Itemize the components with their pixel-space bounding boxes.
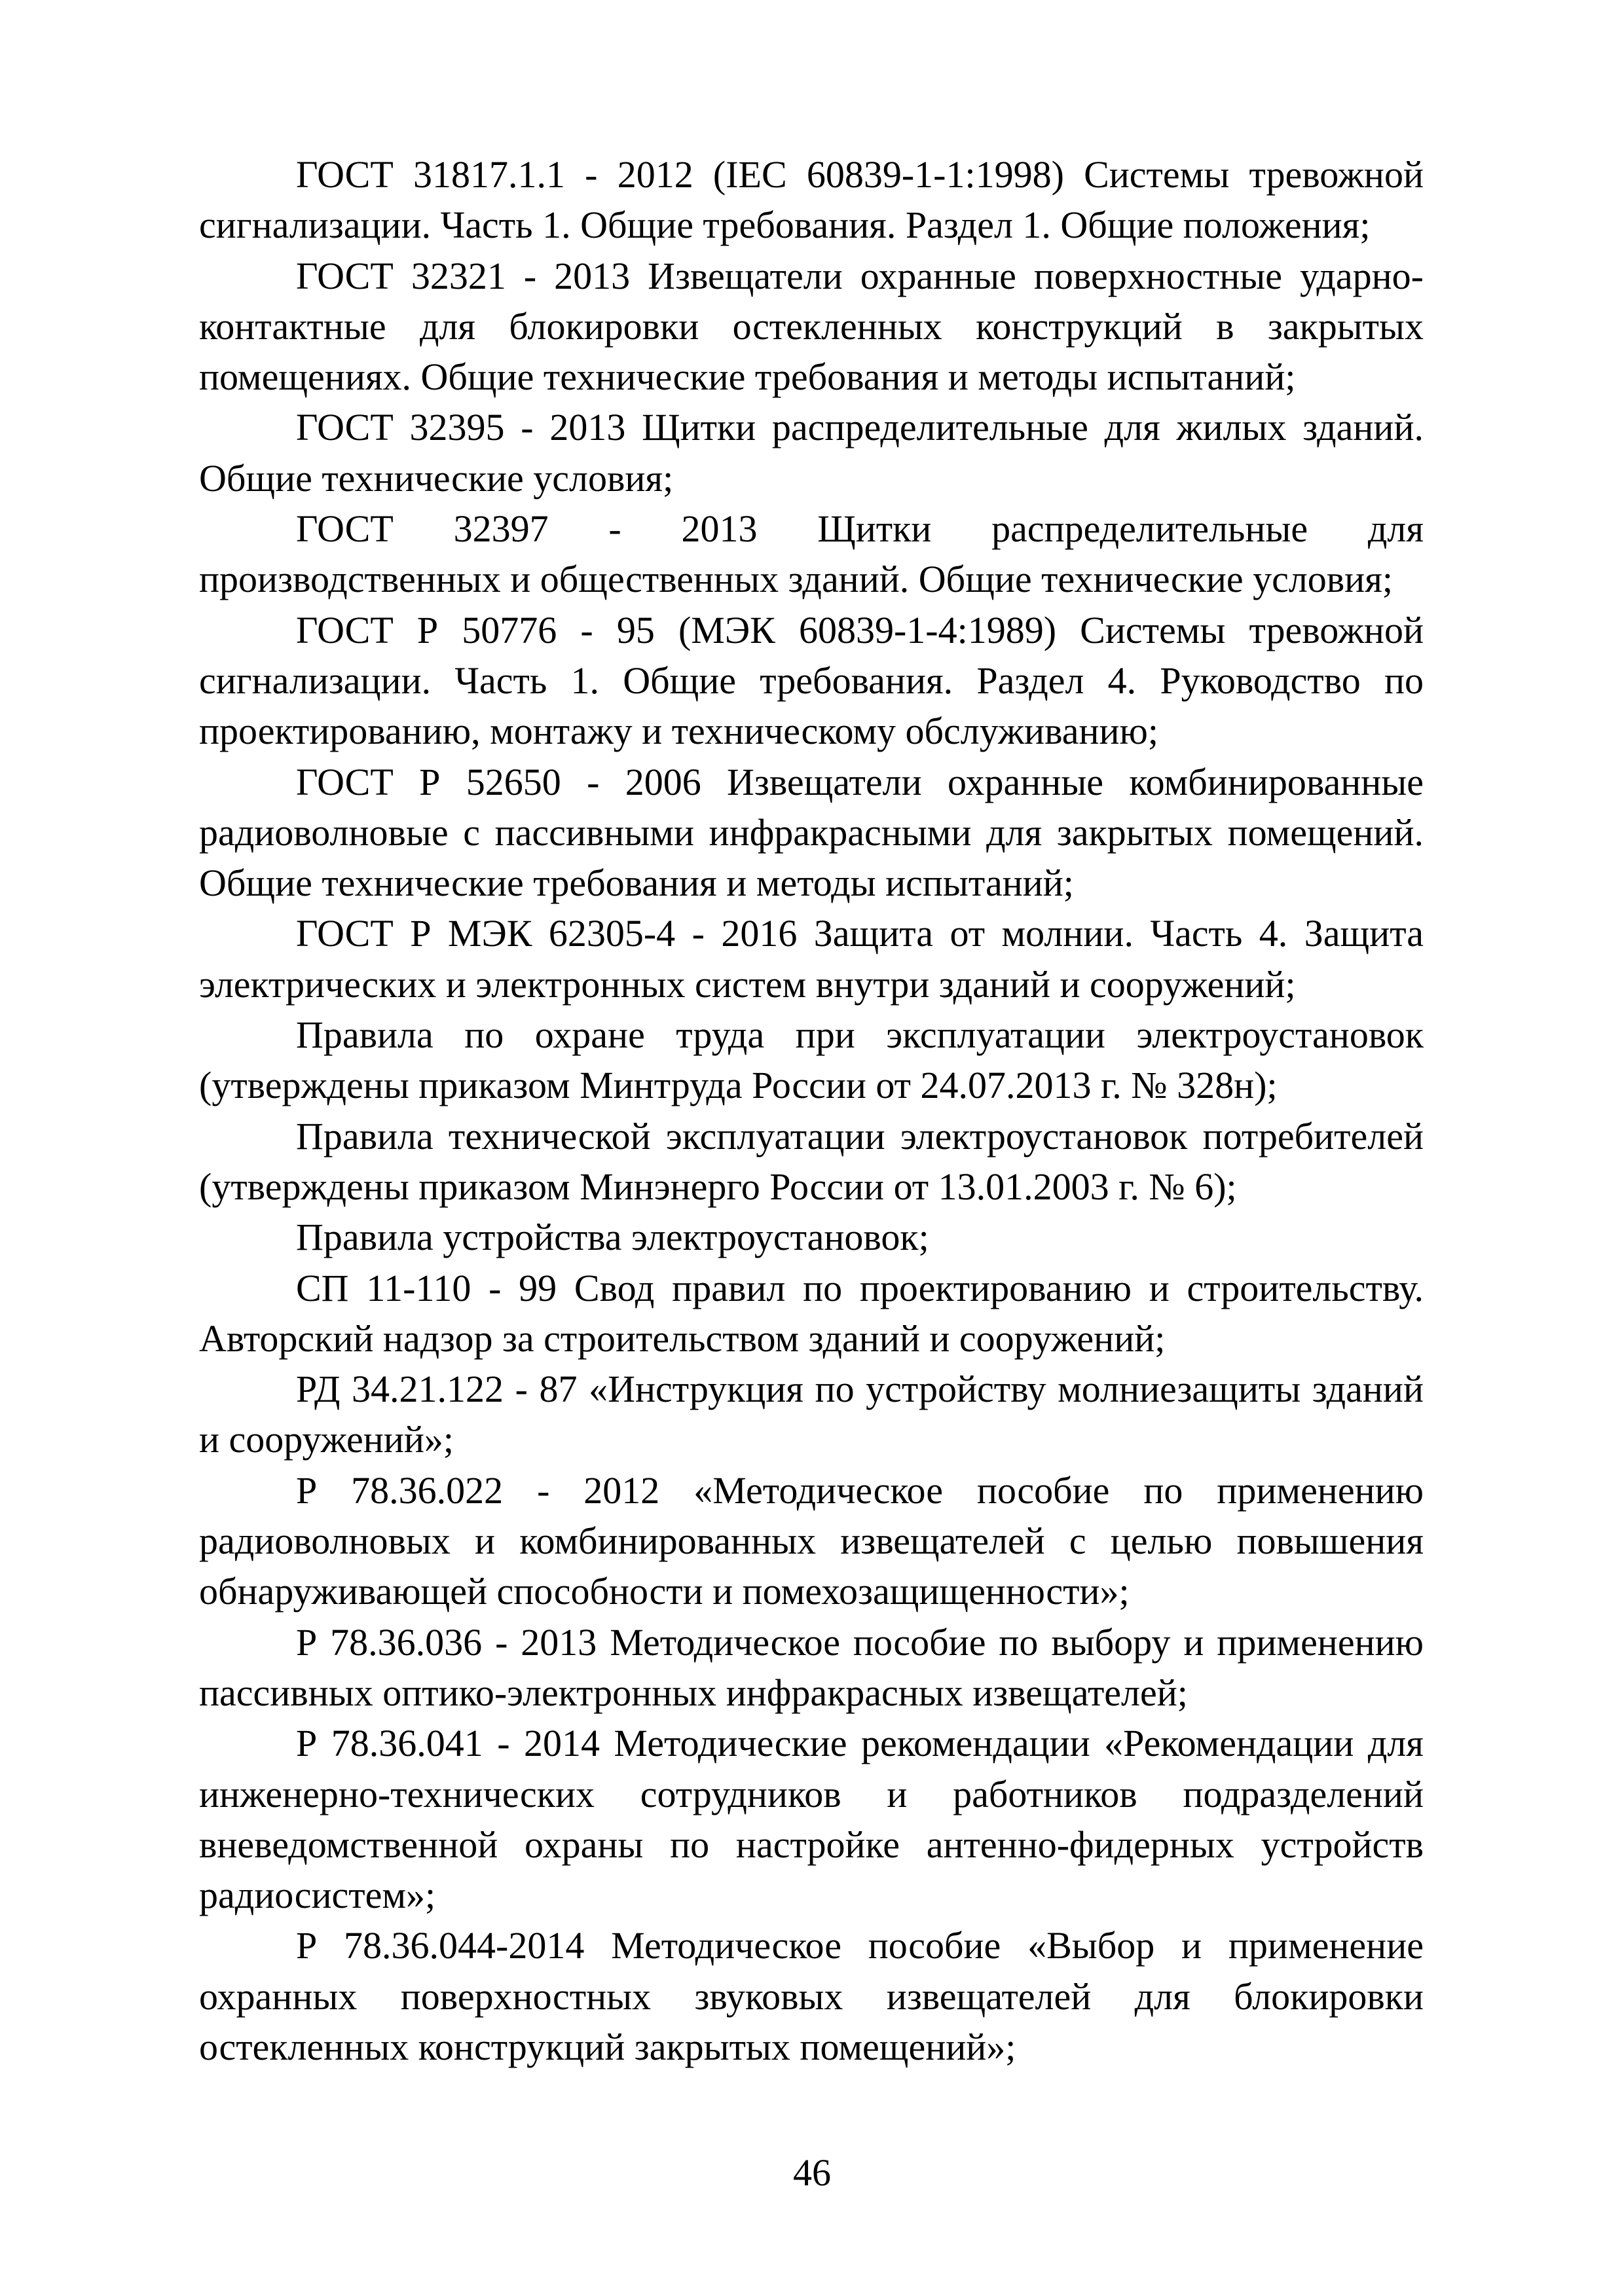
reference-item: ГОСТ 32321 - 2013 Извещатели охранные поверхностные ударно-контактные для блокировки остекленных конструкций в закрытых помещениях. Общие технические требования и методы испытаний; xyxy=(199,254,1424,399)
reference-item: ГОСТ Р 52650 - 2006 Извещатели охранные комбинированные радиоволновые с пассивными инфракрасными для закрытых помещений. Общие технические требования и методы испытаний; xyxy=(199,760,1424,905)
reference-item: ГОСТ 32395 - 2013 Щитки распределительные для жилых зданий. Общие технические условия; xyxy=(199,406,1424,500)
reference-item: Правила по охране труда при эксплуатации электроустановок (утверждены приказом Минтруда России от 24.07.2013 г. № 328н); xyxy=(199,1013,1424,1107)
reference-item: Правила технической эксплуатации электроустановок потребителей (утверждены приказом Минэнерго России от 13.01.2003 г. № 6); xyxy=(199,1114,1424,1208)
page-number: 46 xyxy=(793,2151,831,2194)
reference-item: ГОСТ Р МЭК 62305-4 - 2016 Защита от молнии. Часть 4. Защита электрических и электронных систем внутри зданий и сооружений; xyxy=(199,912,1424,1006)
reference-item: Р 78.36.044-2014 Методическое пособие «Выбор и применение охранных поверхностных звуковых извещателей для блокировки остекленных конструкций закрытых помещений»; xyxy=(199,1924,1424,2068)
reference-item: ГОСТ Р 50776 - 95 (МЭК 60839-1-4:1989) Системы тревожной сигнализации. Часть 1. Общие требования. Раздел 4. Руководство по проектированию, монтажу и техническому обслуживанию; xyxy=(199,608,1424,753)
references-list xyxy=(199,149,1424,2072)
reference-item: ГОСТ 31817.1.1 - 2012 (IEC 60839-1-1:1998) Системы тревожной сигнализации. Часть 1. Общие требования. Раздел 1. Общие положения; xyxy=(199,153,1424,247)
reference-item: СП 11-110 - 99 Свод правил по проектированию и строительству. Авторский надзор за строительством зданий и сооружений; xyxy=(199,1266,1424,1360)
reference-item: ГОСТ 32397 - 2013 Щитки распределительные для производственных и общественных зданий. Общие технические условия; xyxy=(199,507,1424,601)
reference-item: Р 78.36.036 - 2013 Методическое пособие по выбору и применению пассивных оптико-электронных инфракрасных извещателей; xyxy=(199,1620,1424,1714)
reference-item: Р 78.36.022 - 2012 «Методическое пособие по применению радиоволновых и комбинированных извещателей с целью повышения обнаруживающей способности и помехозащищенности»; xyxy=(199,1468,1424,1613)
reference-item: РД 34.21.122 - 87 «Инструкция по устройству молниезащиты зданий и сооружений»; xyxy=(199,1368,1424,1461)
reference-item: Правила устройства электроустановок; xyxy=(296,1216,929,1259)
reference-item: Р 78.36.041 - 2014 Методические рекомендации «Рекомендации для инженерно-технических сотрудников и работников подразделений вневедомственной охраны по настройке антенно-фидерных устройств радиосистем»; xyxy=(199,1722,1424,1917)
